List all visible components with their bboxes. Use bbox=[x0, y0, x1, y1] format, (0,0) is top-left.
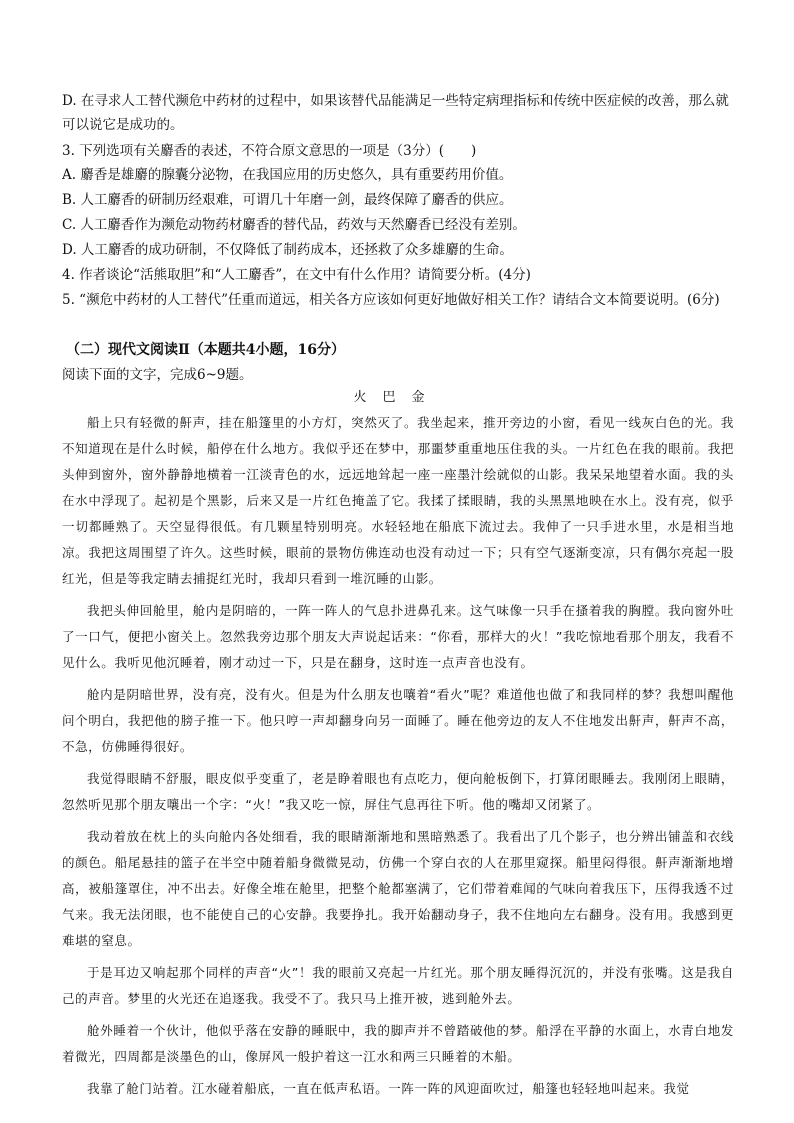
story-title: 火巴金 bbox=[353, 390, 441, 405]
section-heading: （二）现代文阅读Ⅱ（本题共4小题，16分） bbox=[66, 342, 346, 358]
story-paragraph: 我动着放在枕上的头向舱内各处细看，我的眼睛渐渐地和黑暗熟悉了。我看出了几个影子，也分辨出铺盖和衣线的颜色。船尾悬挂的篮子在半空中随着船身微微晃动，仿佛一个穿白衣的人在那里窥探。船里闷得很。鼾声渐渐地增高，被船篷罩住，冲不出去。好像全堆在舱里，把整个舱都塞满了，它们带着难闻的气味向着我压下，压得我透不过气来。我无法闭眼，也不能使自己的心安静。我要挣扎。我开始翻动身子，我不住地向左右翻身。没有用。我感到更难堪的窒息。 bbox=[62, 829, 734, 948]
section-instructions: 阅读下面的文字，完成6~9题。 bbox=[62, 367, 253, 383]
question-4: 4. 作者谈论“活熊取胆”和“人工麝香”，在文中有什么作用？请简要分析。(4分) bbox=[62, 267, 531, 283]
question-2-option-d: D. 在寻求人工替代濒危中药材的过程中，如果该替代品能满足一些特定病理指标和传统中医症候的改善，那么就可以说它是成功的。 bbox=[62, 93, 729, 133]
story-paragraph: 舱内是阴暗世界，没有亮，没有火。但是为什么朋友也嚷着“看火”呢？难道他也做了和我同样的梦？我想叫醒他问个明白，我把他的膀子推一下。他只哼一声却翻身向另一面睡了。睡在他旁边的友人不住地发出鼾声，鼾声不高，不急，仿佛睡得很好。 bbox=[62, 687, 734, 754]
question-3-option-b: B. 人工麝香的研制历经艰难，可谓几十年磨一剑，最终保障了麝香的供应。 bbox=[62, 192, 513, 208]
question-3-option-c: C. 人工麝香作为濒危动物药材麝香的替代品，药效与天然麝香已经没有差别。 bbox=[62, 217, 526, 233]
story-text bbox=[62, 410, 734, 1108]
story-paragraph: 我把头伸回舱里，舱内是阴暗的，一阵一阵人的气息扑进鼻孔来。这气味像一只手在搔着我的胸膛。我向窗外吐了一口气，便把小窗关上。忽然我旁边那个朋友大声说起话来：“你看，那样大的火！”我吃惊地看那个朋友，我看不见什么。我听见他沉睡着，刚才动过一下，只是在翻身，这时连一点声音也没有。 bbox=[62, 603, 734, 670]
story-paragraph: 船上只有轻微的鼾声，挂在船篷里的小方灯，突然灭了。我坐起来，推开旁边的小窗，看见一线灰白色的光。我不知道现在是什么时候，船停在什么地方。我似乎还在梦中，那噩梦重重地压住我的头。一片红色在我的眼前。我把头伸到窗外，窗外静静地横着一江淡青色的水，远远地耸起一座一座墨汁绘就似的山影。我呆呆地望着水面。我的头在水中浮现了。起初是个黑影，后来又是一片红色掩盖了它。我揉了揉眼睛，我的头黑黑地映在水上。没有亮，似乎一切都睡熟了。天空显得很低。有几颗星特别明亮。水轻轻地在船底下流过去。我伸了一只手进水里，水是相当地凉。我把这周围望了许久。这些时候，眼前的景物仿佛连动也没有动过一下；只有空气逐渐变凉，只有偶尔亮起一股红光，但是等我定睛去捕捉红光时，我却只看到一堆沉睡的山影。 bbox=[62, 415, 734, 586]
story-paragraph: 我靠了舱门站着。江水碰着船底，一直在低声私语。一阵一阵的风迎面吹过，船篷也轻轻地叫起来。我觉 bbox=[87, 1081, 690, 1096]
story-paragraph: 我觉得眼睛不舒服，眼皮似乎变重了，老是睁着眼也有点吃力，便向舱板倒下，打算闭眼睡去。我刚闭上眼睛，忽然听见那个朋友嚷出一个字：“火！”我又吃一惊，屏住气息再往下听。他的嘴却又闭紧了。 bbox=[62, 771, 734, 812]
question-3-option-a: A. 麝香是雄麝的腺囊分泌物，在我国应用的历史悠久，具有重要药用价值。 bbox=[62, 167, 513, 183]
question-5: 5. “濒危中药材的人工替代”任重而道远，相关各方应该如何更好地做好相关工作？请结合文本简要说明。(6分) bbox=[62, 292, 720, 308]
story-paragraph: 于是耳边又响起那个同样的声音“火”！我的眼前又亮起一片红光。那个朋友睡得沉沉的，并没有张嘴。这是我自己的声音。梦里的火光还在追逐我。我受不了。我只马上推开被，逃到舱外去。 bbox=[62, 965, 734, 1006]
story-paragraph: 舱外睡着一个伙计，他似乎落在安静的睡眠中，我的脚声并不曾踏破他的梦。船浮在平静的水面上，水青白地发着微光，四周都是淡墨色的山，像屏风一般护着这一江水和两三只睡着的木船。 bbox=[62, 1023, 734, 1064]
question-3-option-d: D. 人工麝香的成功研制，不仅降低了制药成本，还拯救了众多雄麝的生命。 bbox=[62, 242, 513, 258]
question-3-stem: 3. 下列选项有关麝香的表述，不符合原文意思的一项是（3分）( ) bbox=[62, 143, 477, 159]
